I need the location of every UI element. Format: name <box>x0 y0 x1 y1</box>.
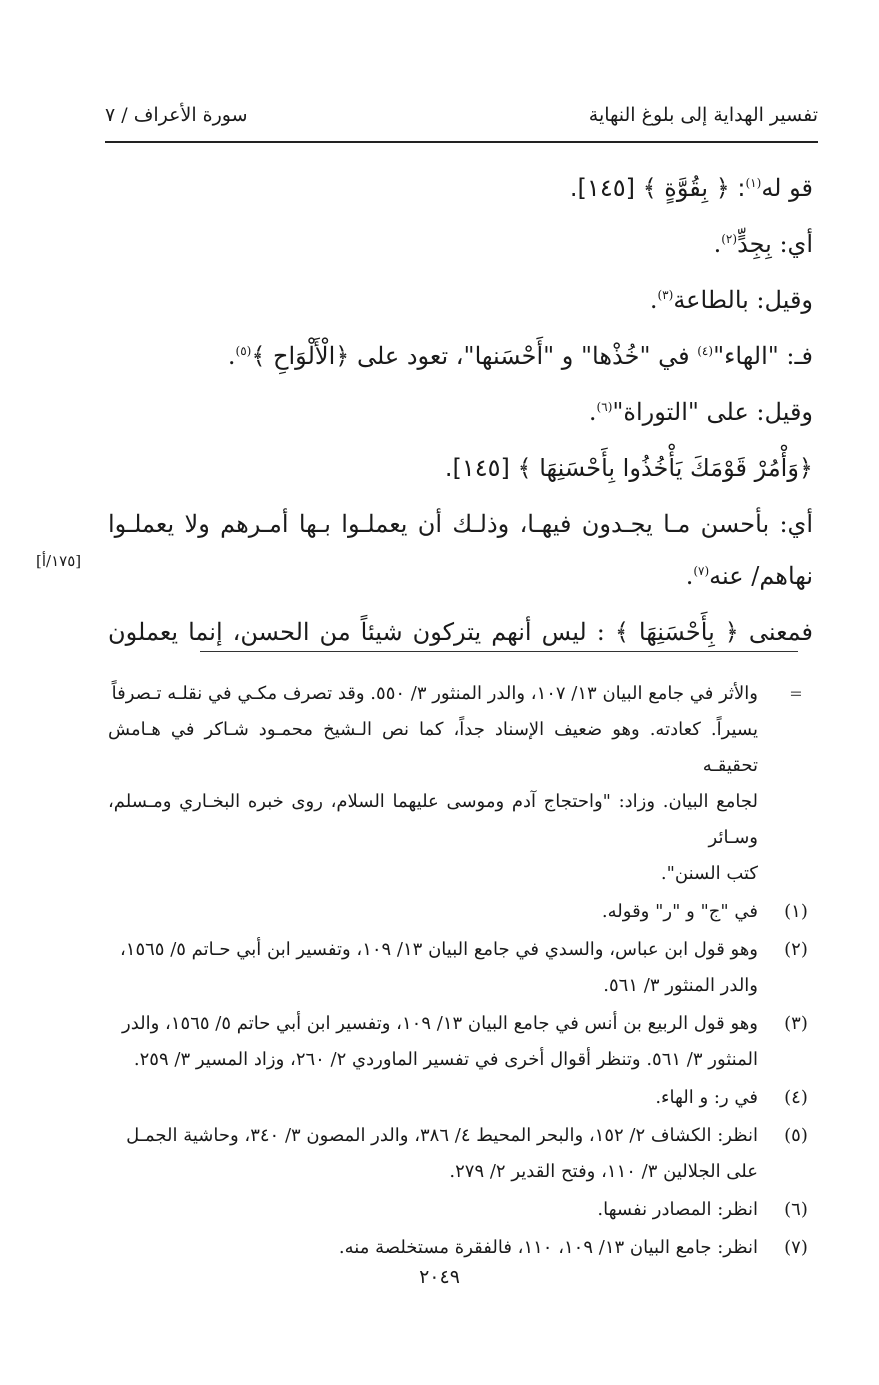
text: وقيل: على "التوراة" <box>612 398 813 426</box>
main-line-4 <box>108 328 813 384</box>
main-line-3 <box>108 272 813 328</box>
book-title: تفسير الهداية إلى بلوغ النهاية <box>588 104 818 126</box>
footnote-2 <box>108 932 816 1004</box>
footnote-line: كتب السنن". <box>660 863 758 884</box>
text: : ﴿ بِقُوَّةٍ ﴾ [١٤٥]. <box>569 174 746 202</box>
main-line-5 <box>108 384 813 440</box>
text: نهاهم/ عنه <box>709 562 813 590</box>
footnote-line: المنثور ٣/ ٥٦١. وتنظر أقوال أخرى في تفسير الماوردي ٢/ ٢٦٠، وزاد المسير ٣/ ٢٥٩. <box>133 1049 758 1070</box>
footnote-ref: (٦) <box>596 400 613 414</box>
footnote-line: على الجلالين ٣/ ١١٠، وفتح القدير ٢/ ٢٧٩. <box>449 1161 758 1182</box>
footnote-ref: (٢) <box>721 232 738 246</box>
footnotes <box>108 676 816 1268</box>
main-text <box>108 160 813 656</box>
footnote-line: في "ج" و "ر" وقوله. <box>601 901 758 922</box>
text: . <box>227 342 236 370</box>
footnote-line: يسيراً. كعادته. وهو ضعيف الإسناد جداً، كما نص الـشيخ محمـود شـاكر في هـامش تحقيقـه <box>108 719 758 776</box>
footnote-4 <box>108 1080 816 1116</box>
main-line-6: ﴿وَأْمُرْ قَوْمَكَ يَأْخُذُوا بِأَحْسَنِهَا ﴾ [١٤٥]. <box>444 454 813 482</box>
main-line-9: فمعنى ﴿ بِأَحْسَنِهَا ﴾ : ليس أنهم يتركون شيئاً من الحسن، إنما يعملون <box>108 618 813 646</box>
footnote-line: انظر: المصادر نفسها. <box>597 1199 758 1220</box>
footnote-separator <box>200 651 798 652</box>
main-line-8 <box>108 548 813 604</box>
page-number: ٢٠٤٩ <box>419 1266 460 1288</box>
text: فـ: "الهاء" <box>713 342 813 370</box>
text: في "خُذْها" و "أَحْسَنها"، تعود على ﴿الْأَلْوَاحِ ﴾ <box>251 342 698 370</box>
text: قو له <box>761 174 813 202</box>
footnote-ref: (٤) <box>697 344 714 358</box>
main-line-2 <box>108 216 813 272</box>
footnote-line: والدر المنثور ٣/ ٥٦١. <box>603 975 758 996</box>
footnote-number: (٥) <box>784 1125 808 1146</box>
text: . <box>649 286 658 314</box>
footnote-number: (٤) <box>784 1087 808 1108</box>
surah-label: سورة الأعراف / ٧ <box>105 104 248 126</box>
footnote-line: وهو قول ابن عباس، والسدي في جامع البيان ١٣/ ١٠٩، وتفسير ابن أبي حـاتم ٥/ ١٥٦٥، <box>119 939 758 960</box>
text: . <box>588 398 597 426</box>
footnote-line: انظر: جامع البيان ١٣/ ١٠٩، ١١٠، فالفقرة مستخلصة منه. <box>338 1237 758 1258</box>
text: أي: بِجِدٍّ <box>737 230 813 258</box>
text: . <box>685 562 694 590</box>
footnote-number: (٣) <box>784 1013 808 1034</box>
footnote-number: (٢) <box>784 939 808 960</box>
footnote-line: في ر: و الهاء. <box>655 1087 758 1108</box>
footnote-7 <box>108 1230 816 1266</box>
footnote-6 <box>108 1192 816 1228</box>
footnote-5 <box>108 1118 816 1190</box>
footnote-1 <box>108 894 816 930</box>
footnote-ref: (١) <box>745 176 762 190</box>
footnote-line: والأثر في جامع البيان ١٣/ ١٠٧، والدر المنثور ٣/ ٥٥٠. وقد تصرف مكـي في نقلـه تـصرفاً <box>111 683 758 704</box>
footnote-line: لجامع البيان. وزاد: "واحتجاج آدم وموسى عليهما السلام، روى خبره البخـاري ومـسلم، وسـائر <box>108 791 758 848</box>
main-line-1 <box>108 160 813 216</box>
footnote-ref: (٣) <box>657 288 674 302</box>
text: وقيل: بالطاعة <box>673 286 813 314</box>
footnote-ref: (٥) <box>235 344 252 358</box>
footnote-3 <box>108 1006 816 1078</box>
header-rule <box>105 141 818 143</box>
footnote-ref: (٧) <box>693 564 710 578</box>
running-header <box>105 100 818 136</box>
manuscript-folio-ref: [١٧٥/أ] <box>36 552 82 570</box>
footnote-continuation <box>108 676 816 892</box>
text: . <box>713 230 722 258</box>
footnote-line: انظر: الكشاف ٢/ ١٥٢، والبحر المحيط ٤/ ٣٨٦، والدر المصون ٣/ ٣٤٠، وحاشية الجمـل <box>126 1125 758 1146</box>
footnote-number: (٧) <box>784 1237 808 1258</box>
footnote-number: (١) <box>784 901 808 922</box>
footnote-number: (٦) <box>784 1199 808 1220</box>
continuation-mark: = <box>789 684 803 703</box>
main-line-7: أي: بأحسن مـا يجـدون فيهـا، وذلـك أن يعملـوا بـها أمـرهم ولا يعملـوا <box>108 510 813 538</box>
footnote-line: وهو قول الربيع بن أنس في جامع البيان ١٣/ ١٠٩، وتفسير ابن أبي حاتم ٥/ ١٥٦٥، والدر <box>122 1013 758 1034</box>
